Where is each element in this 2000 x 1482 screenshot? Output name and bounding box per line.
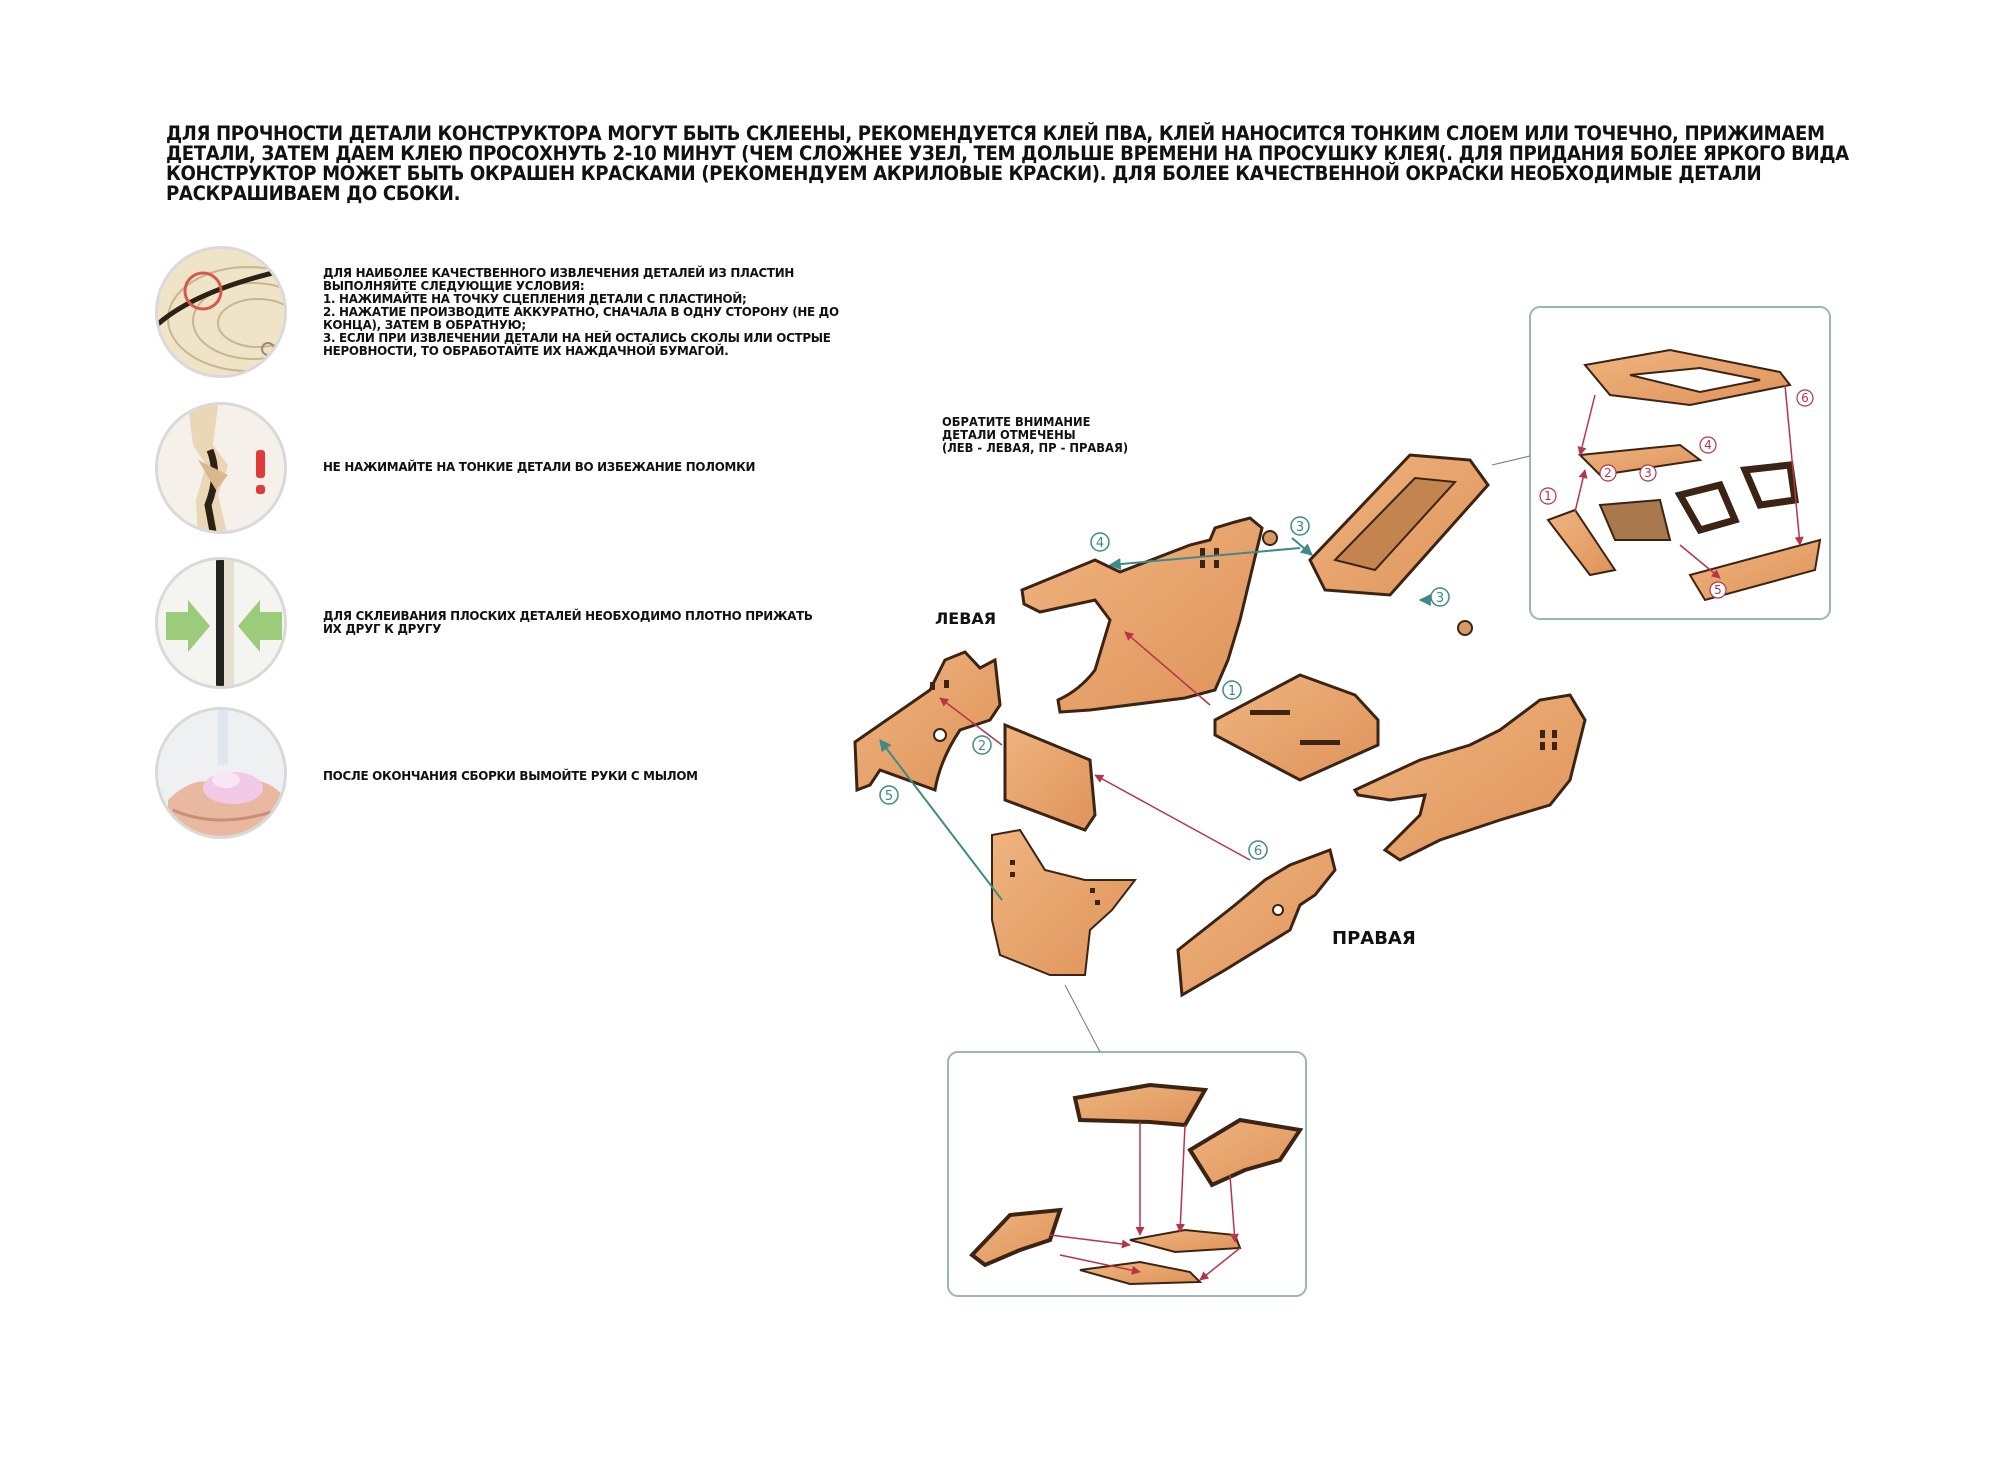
inset-marker-4 [1700, 437, 1716, 453]
front-inset-parts [972, 1085, 1300, 1284]
step-number: 3 [1435, 591, 1445, 606]
inset-marker-3 [1640, 465, 1656, 481]
inset-marker-2 [1600, 465, 1616, 481]
right-front-panel [1178, 850, 1335, 995]
tip-line: ПОСЛЕ ОКОНЧАНИЯ СБОРКИ ВЫМОЙТЕ РУКИ С МЫЛОМ [323, 768, 698, 783]
step-marker-5 [880, 786, 898, 804]
step-number: 6 [1253, 844, 1263, 859]
tip-line: НЕРОВНОСТИ, ТО ОБРАБОТАЙТЕ ИХ НАЖДАЧНОЙ БУМАГОЙ. [323, 343, 729, 358]
note-line: ДЕТАЛИ ОТМЕЧЕНЫ [942, 427, 1076, 442]
tip-line: ДЛЯ НАИБОЛЕЕ КАЧЕСТВЕННОГО ИЗВЛЕЧЕНИЯ ДЕТАЛЕЙ ИЗ ПЛАСТИН [323, 265, 795, 280]
svg-text:3: 3 [1644, 466, 1652, 480]
inset-marker-5 [1710, 582, 1726, 598]
step-marker-6 [1249, 841, 1267, 859]
svg-text:5: 5 [1714, 583, 1722, 597]
tip-line: КОНЦА), ЗАТЕМ В ОБРАТНУЮ; [323, 317, 526, 332]
step-marker-4 [1091, 533, 1109, 551]
intro-line: ДЕТАЛИ, ЗАТЕМ ДАЕМ КЛЕЮ ПРОСОХНУТЬ 2-10 МИНУТ (ЧЕМ СЛОЖНЕЕ УЗЕЛ, ТЕМ ДОЛЬШЕ ВРЕМЕНИ НА ПРОСУШКУ КЛЕЯ(. ДЛЯ ПРИДАНИЯ БОЛЕЕ ЯРКОГО ВИДА [166, 142, 1849, 165]
tip-line: ДЛЯ СКЛЕИВАНИЯ ПЛОСКИХ ДЕТАЛЕЙ НЕОБХОДИМО ПЛОТНО ПРИЖАТЬ [323, 608, 813, 623]
right-side-panel [1355, 695, 1585, 860]
step-marker-3b [1431, 588, 1449, 606]
tip-line: 3. ЕСЛИ ПРИ ИЗВЛЕЧЕНИИ ДЕТАЛИ НА НЕЙ ОСТАЛИСЬ СКОЛЫ ИЛИ ОСТРЫЕ [323, 330, 831, 345]
step-number: 4 [1095, 536, 1105, 551]
left-side-label: ЛЕВАЯ [935, 609, 997, 628]
svg-text:2: 2 [1604, 466, 1612, 480]
rear-inset-parts [1548, 350, 1820, 600]
inset-marker-1 [1540, 488, 1556, 504]
intro-line: КОНСТРУКТОР МОЖЕТ БЫТЬ ОКРАШЕН КРАСКАМИ (РЕКОМЕНДУЕМ АКРИЛОВЫЕ КРАСКИ). ДЛЯ БОЛЕЕ КАЧЕСТВЕННОЙ ОКРАСКИ НЕОБХОДИМЫЕ ДЕТАЛИ [166, 162, 1762, 185]
inset-marker-6 [1797, 390, 1813, 406]
note-line: ОБРАТИТЕ ВНИМАНИЕ [942, 414, 1091, 429]
attention-note [942, 415, 1128, 454]
dashboard-piece [992, 830, 1135, 975]
step-marker-2 [973, 736, 991, 754]
tip-line: 2. НАЖАТИЕ ПРОИЗВОДИТЕ АККУРАТНО, СНАЧАЛА В ОДНУ СТОРОНУ (НЕ ДО [323, 304, 839, 319]
step-marker-3 [1291, 517, 1309, 535]
svg-text:6: 6 [1801, 391, 1809, 405]
bulkhead-panel [1005, 725, 1095, 830]
step-number: 3 [1295, 520, 1305, 535]
svg-text:4: 4 [1704, 438, 1712, 452]
svg-text:1: 1 [1544, 489, 1552, 503]
step-number: 5 [884, 789, 894, 804]
step-marker-1 [1223, 681, 1241, 699]
intro-line: ДЛЯ ПРОЧНОСТИ ДЕТАЛИ КОНСТРУКТОРА МОГУТ БЫТЬ СКЛЕЕНЫ, РЕКОМЕНДУЕТСЯ КЛЕЙ ПВА, КЛЕЙ НАНОСИТСЯ ТОНКИМ СЛОЕМ ИЛИ ТОЧЕЧНО, ПРИЖИМАЕМ [166, 122, 1825, 145]
tip-line: ИХ ДРУГ К ДРУГУ [323, 621, 442, 636]
tip-line: ВЫПОЛНЯЙТЕ СЛЕДУЮЩИЕ УСЛОВИЯ: [323, 278, 585, 293]
tip-line: НЕ НАЖИМАЙТЕ НА ТОНКИЕ ДЕТАЛИ ВО ИЗБЕЖАНИЕ ПОЛОМКИ [323, 459, 756, 474]
intro-line: РАСКРАШИВАЕМ ДО СБОКИ. [166, 182, 461, 205]
tip-line: 1. НАЖИМАЙТЕ НА ТОЧКУ СЦЕПЛЕНИЯ ДЕТАЛИ С ПЛАСТИНОЙ; [323, 291, 747, 306]
step-number: 2 [977, 739, 987, 754]
right-side-label: ПРАВАЯ [1332, 928, 1416, 949]
step-number: 1 [1227, 684, 1237, 699]
seat-frame [1263, 455, 1488, 635]
left-front-panel [855, 652, 1000, 790]
note-line: (ЛЕВ - ЛЕВАЯ, ПР - ПРАВАЯ) [942, 440, 1129, 455]
